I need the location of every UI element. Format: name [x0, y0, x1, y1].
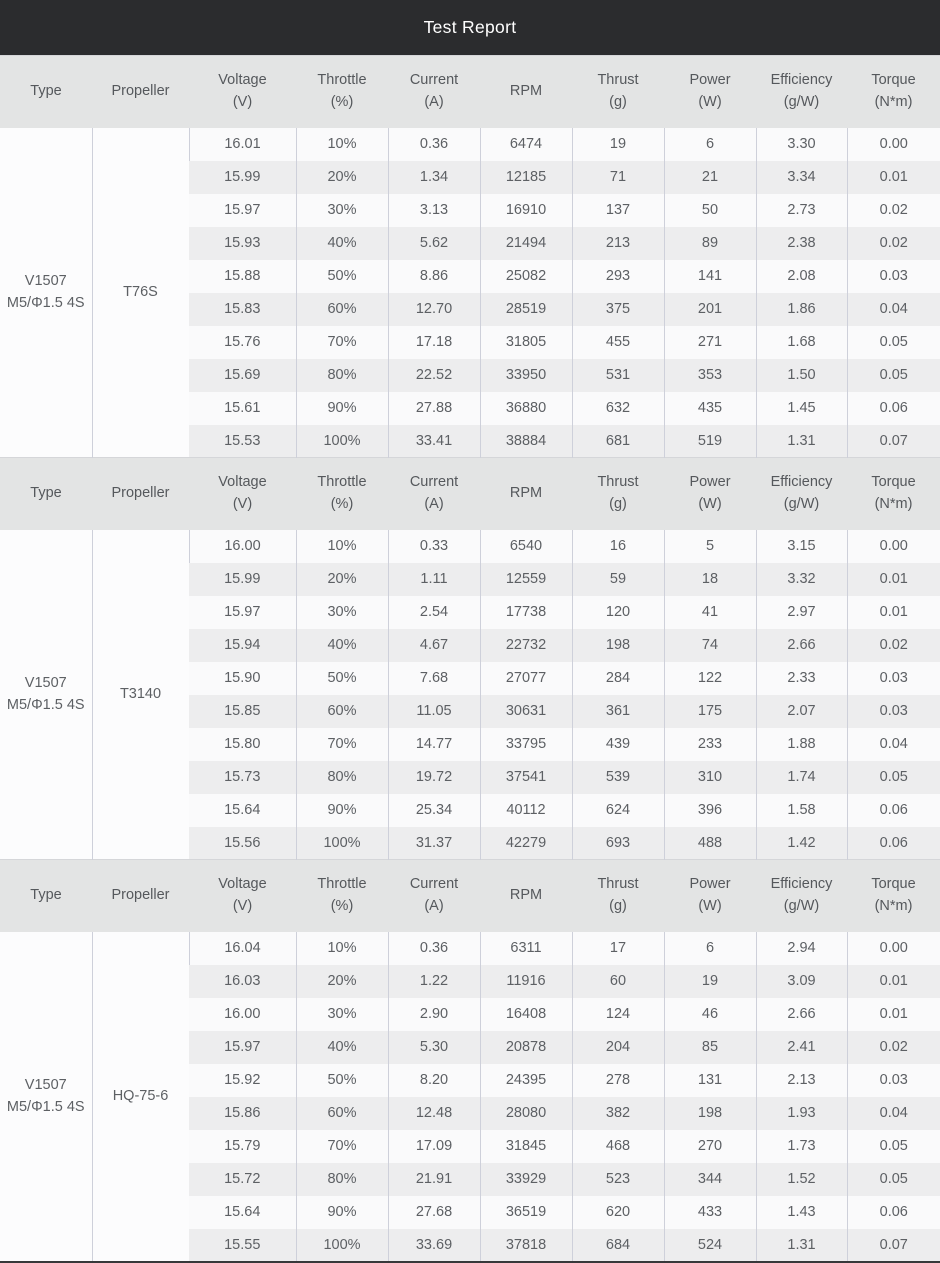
cell-current: 8.20 [388, 1064, 480, 1097]
cell-throttle: 60% [296, 1097, 388, 1130]
cell-throttle: 50% [296, 662, 388, 695]
cell-rpm: 12185 [480, 161, 572, 194]
col-header-current: Current (A) [388, 860, 480, 932]
cell-voltage: 15.86 [189, 1097, 296, 1130]
column-header-row [0, 458, 940, 530]
cell-rpm: 25082 [480, 260, 572, 293]
cell-throttle: 20% [296, 965, 388, 998]
cell-voltage: 15.76 [189, 326, 296, 359]
cell-torque: 0.01 [847, 596, 940, 629]
cell-voltage: 16.00 [189, 998, 296, 1031]
cell-rpm: 40112 [480, 794, 572, 827]
cell-thrust: 213 [572, 227, 664, 260]
cell-thrust: 632 [572, 392, 664, 425]
cell-efficiency: 2.73 [756, 194, 847, 227]
cell-throttle: 60% [296, 695, 388, 728]
cell-rpm: 16910 [480, 194, 572, 227]
cell-torque: 0.06 [847, 392, 940, 425]
cell-torque: 0.03 [847, 695, 940, 728]
cell-power: 433 [664, 1196, 756, 1229]
cell-voltage: 15.97 [189, 1031, 296, 1064]
cell-torque: 0.02 [847, 1031, 940, 1064]
cell-current: 21.91 [388, 1163, 480, 1196]
cell-power: 271 [664, 326, 756, 359]
cell-efficiency: 1.42 [756, 827, 847, 860]
cell-voltage: 15.79 [189, 1130, 296, 1163]
cell-throttle: 80% [296, 1163, 388, 1196]
cell-current: 11.05 [388, 695, 480, 728]
cell-thrust: 59 [572, 563, 664, 596]
cell-thrust: 468 [572, 1130, 664, 1163]
cell-throttle: 40% [296, 1031, 388, 1064]
cell-efficiency: 1.73 [756, 1130, 847, 1163]
table-row [0, 932, 940, 965]
cell-rpm: 28080 [480, 1097, 572, 1130]
type-cell: V1507 M5/Φ1.5 4S [0, 530, 92, 860]
cell-efficiency: 1.31 [756, 425, 847, 458]
cell-throttle: 100% [296, 425, 388, 458]
cell-torque: 0.07 [847, 425, 940, 458]
cell-throttle: 30% [296, 194, 388, 227]
cell-rpm: 21494 [480, 227, 572, 260]
cell-current: 0.33 [388, 530, 480, 563]
cell-power: 6 [664, 932, 756, 965]
cell-efficiency: 2.66 [756, 629, 847, 662]
table-row [0, 530, 940, 563]
col-header-voltage: Voltage (V) [189, 458, 296, 530]
cell-voltage: 15.92 [189, 1064, 296, 1097]
col-header-rpm: RPM [480, 458, 572, 530]
col-header-torque: Torque (N*m) [847, 458, 940, 530]
cell-power: 50 [664, 194, 756, 227]
cell-torque: 0.05 [847, 761, 940, 794]
col-header-type: Type [0, 860, 92, 932]
cell-torque: 0.01 [847, 563, 940, 596]
cell-torque: 0.04 [847, 293, 940, 326]
cell-voltage: 15.64 [189, 1196, 296, 1229]
col-header-thrust: Thrust (g) [572, 56, 664, 128]
cell-torque: 0.03 [847, 662, 940, 695]
cell-torque: 0.05 [847, 1130, 940, 1163]
col-header-type: Type [0, 458, 92, 530]
cell-voltage: 16.01 [189, 128, 296, 161]
col-header-efficiency: Efficiency (g/W) [756, 458, 847, 530]
cell-current: 7.68 [388, 662, 480, 695]
cell-throttle: 20% [296, 161, 388, 194]
cell-voltage: 15.93 [189, 227, 296, 260]
cell-power: 198 [664, 1097, 756, 1130]
col-header-power: Power (W) [664, 860, 756, 932]
cell-rpm: 12559 [480, 563, 572, 596]
cell-torque: 0.05 [847, 359, 940, 392]
cell-throttle: 90% [296, 794, 388, 827]
cell-power: 396 [664, 794, 756, 827]
col-header-propeller: Propeller [92, 56, 189, 128]
cell-current: 25.34 [388, 794, 480, 827]
cell-throttle: 10% [296, 128, 388, 161]
cell-torque: 0.02 [847, 194, 940, 227]
cell-throttle: 70% [296, 326, 388, 359]
cell-power: 131 [664, 1064, 756, 1097]
cell-current: 33.69 [388, 1229, 480, 1262]
cell-power: 201 [664, 293, 756, 326]
cell-thrust: 124 [572, 998, 664, 1031]
cell-rpm: 31845 [480, 1130, 572, 1163]
cell-efficiency: 2.94 [756, 932, 847, 965]
col-header-voltage: Voltage (V) [189, 56, 296, 128]
col-header-propeller: Propeller [92, 458, 189, 530]
cell-power: 89 [664, 227, 756, 260]
cell-torque: 0.06 [847, 827, 940, 860]
cell-rpm: 22732 [480, 629, 572, 662]
cell-rpm: 33929 [480, 1163, 572, 1196]
cell-power: 233 [664, 728, 756, 761]
cell-throttle: 80% [296, 359, 388, 392]
cell-current: 2.54 [388, 596, 480, 629]
col-header-thrust: Thrust (g) [572, 860, 664, 932]
cell-voltage: 16.03 [189, 965, 296, 998]
cell-voltage: 15.85 [189, 695, 296, 728]
column-header-row [0, 860, 940, 932]
cell-torque: 0.00 [847, 530, 940, 563]
cell-voltage: 15.99 [189, 563, 296, 596]
report-title-bar [0, 0, 940, 55]
cell-throttle: 70% [296, 1130, 388, 1163]
cell-power: 519 [664, 425, 756, 458]
cell-thrust: 620 [572, 1196, 664, 1229]
cell-power: 46 [664, 998, 756, 1031]
cell-power: 6 [664, 128, 756, 161]
cell-efficiency: 1.52 [756, 1163, 847, 1196]
cell-rpm: 36880 [480, 392, 572, 425]
cell-thrust: 19 [572, 128, 664, 161]
cell-rpm: 24395 [480, 1064, 572, 1097]
cell-power: 85 [664, 1031, 756, 1064]
cell-thrust: 693 [572, 827, 664, 860]
cell-thrust: 204 [572, 1031, 664, 1064]
cell-thrust: 531 [572, 359, 664, 392]
cell-rpm: 37541 [480, 761, 572, 794]
cell-rpm: 33795 [480, 728, 572, 761]
cell-voltage: 15.94 [189, 629, 296, 662]
cell-efficiency: 3.30 [756, 128, 847, 161]
cell-efficiency: 2.38 [756, 227, 847, 260]
cell-current: 0.36 [388, 128, 480, 161]
cell-efficiency: 2.97 [756, 596, 847, 629]
cell-torque: 0.01 [847, 161, 940, 194]
cell-current: 27.88 [388, 392, 480, 425]
col-header-rpm: RPM [480, 860, 572, 932]
cell-rpm: 36519 [480, 1196, 572, 1229]
cell-thrust: 375 [572, 293, 664, 326]
cell-throttle: 80% [296, 761, 388, 794]
cell-current: 19.72 [388, 761, 480, 794]
cell-thrust: 60 [572, 965, 664, 998]
cell-torque: 0.01 [847, 965, 940, 998]
cell-torque: 0.02 [847, 227, 940, 260]
cell-thrust: 523 [572, 1163, 664, 1196]
cell-torque: 0.03 [847, 260, 940, 293]
cell-voltage: 15.55 [189, 1229, 296, 1262]
cell-voltage: 16.04 [189, 932, 296, 965]
cell-current: 3.13 [388, 194, 480, 227]
cell-voltage: 15.99 [189, 161, 296, 194]
col-header-propeller: Propeller [92, 860, 189, 932]
cell-torque: 0.03 [847, 1064, 940, 1097]
cell-thrust: 361 [572, 695, 664, 728]
cell-current: 31.37 [388, 827, 480, 860]
col-header-rpm: RPM [480, 56, 572, 128]
col-header-throttle: Throttle (%) [296, 458, 388, 530]
cell-power: 141 [664, 260, 756, 293]
cell-torque: 0.07 [847, 1229, 940, 1262]
cell-rpm: 16408 [480, 998, 572, 1031]
cell-power: 344 [664, 1163, 756, 1196]
cell-efficiency: 1.43 [756, 1196, 847, 1229]
cell-thrust: 278 [572, 1064, 664, 1097]
cell-throttle: 40% [296, 227, 388, 260]
cell-current: 5.62 [388, 227, 480, 260]
cell-torque: 0.06 [847, 1196, 940, 1229]
cell-current: 33.41 [388, 425, 480, 458]
cell-current: 1.34 [388, 161, 480, 194]
cell-throttle: 60% [296, 293, 388, 326]
cell-efficiency: 1.88 [756, 728, 847, 761]
cell-rpm: 6540 [480, 530, 572, 563]
cell-power: 122 [664, 662, 756, 695]
col-header-current: Current (A) [388, 56, 480, 128]
cell-rpm: 6311 [480, 932, 572, 965]
cell-throttle: 40% [296, 629, 388, 662]
cell-voltage: 15.61 [189, 392, 296, 425]
cell-rpm: 11916 [480, 965, 572, 998]
cell-rpm: 38884 [480, 425, 572, 458]
cell-current: 27.68 [388, 1196, 480, 1229]
cell-voltage: 15.72 [189, 1163, 296, 1196]
cell-rpm: 27077 [480, 662, 572, 695]
cell-voltage: 15.64 [189, 794, 296, 827]
cell-current: 12.70 [388, 293, 480, 326]
cell-current: 8.86 [388, 260, 480, 293]
cell-power: 19 [664, 965, 756, 998]
cell-efficiency: 1.58 [756, 794, 847, 827]
cell-efficiency: 3.15 [756, 530, 847, 563]
cell-voltage: 15.83 [189, 293, 296, 326]
cell-thrust: 624 [572, 794, 664, 827]
cell-current: 1.11 [388, 563, 480, 596]
cell-throttle: 30% [296, 596, 388, 629]
cell-thrust: 71 [572, 161, 664, 194]
type-cell: V1507 M5/Φ1.5 4S [0, 932, 92, 1262]
col-header-torque: Torque (N*m) [847, 860, 940, 932]
propeller-cell: HQ-75-6 [92, 932, 189, 1262]
cell-throttle: 10% [296, 932, 388, 965]
cell-efficiency: 2.41 [756, 1031, 847, 1064]
propeller-cell: T76S [92, 128, 189, 458]
cell-efficiency: 3.09 [756, 965, 847, 998]
cell-thrust: 198 [572, 629, 664, 662]
cell-power: 270 [664, 1130, 756, 1163]
cell-current: 12.48 [388, 1097, 480, 1130]
cell-rpm: 30631 [480, 695, 572, 728]
cell-thrust: 684 [572, 1229, 664, 1262]
test-report-table [0, 55, 940, 1263]
cell-efficiency: 3.32 [756, 563, 847, 596]
cell-efficiency: 1.45 [756, 392, 847, 425]
cell-thrust: 439 [572, 728, 664, 761]
cell-rpm: 20878 [480, 1031, 572, 1064]
cell-efficiency: 2.33 [756, 662, 847, 695]
cell-throttle: 90% [296, 1196, 388, 1229]
cell-rpm: 42279 [480, 827, 572, 860]
col-header-throttle: Throttle (%) [296, 56, 388, 128]
cell-throttle: 70% [296, 728, 388, 761]
cell-rpm: 17738 [480, 596, 572, 629]
cell-throttle: 100% [296, 827, 388, 860]
cell-efficiency: 2.07 [756, 695, 847, 728]
cell-torque: 0.00 [847, 128, 940, 161]
cell-rpm: 37818 [480, 1229, 572, 1262]
page-title: Test Report [423, 17, 517, 37]
cell-efficiency: 1.50 [756, 359, 847, 392]
cell-thrust: 137 [572, 194, 664, 227]
table-row [0, 128, 940, 161]
cell-power: 310 [664, 761, 756, 794]
cell-power: 524 [664, 1229, 756, 1262]
cell-current: 5.30 [388, 1031, 480, 1064]
cell-thrust: 284 [572, 662, 664, 695]
cell-throttle: 30% [296, 998, 388, 1031]
col-header-type: Type [0, 56, 92, 128]
cell-thrust: 539 [572, 761, 664, 794]
cell-throttle: 50% [296, 1064, 388, 1097]
cell-efficiency: 1.31 [756, 1229, 847, 1262]
cell-voltage: 15.56 [189, 827, 296, 860]
cell-thrust: 17 [572, 932, 664, 965]
type-cell: V1507 M5/Φ1.5 4S [0, 128, 92, 458]
cell-throttle: 10% [296, 530, 388, 563]
cell-power: 74 [664, 629, 756, 662]
cell-throttle: 100% [296, 1229, 388, 1262]
cell-throttle: 90% [296, 392, 388, 425]
cell-current: 1.22 [388, 965, 480, 998]
cell-torque: 0.05 [847, 1163, 940, 1196]
cell-rpm: 6474 [480, 128, 572, 161]
col-header-efficiency: Efficiency (g/W) [756, 56, 847, 128]
cell-throttle: 20% [296, 563, 388, 596]
cell-torque: 0.00 [847, 932, 940, 965]
cell-thrust: 16 [572, 530, 664, 563]
cell-power: 488 [664, 827, 756, 860]
cell-current: 22.52 [388, 359, 480, 392]
cell-torque: 0.04 [847, 728, 940, 761]
cell-voltage: 15.53 [189, 425, 296, 458]
cell-torque: 0.02 [847, 629, 940, 662]
cell-voltage: 15.80 [189, 728, 296, 761]
col-header-thrust: Thrust (g) [572, 458, 664, 530]
cell-power: 353 [664, 359, 756, 392]
cell-power: 175 [664, 695, 756, 728]
cell-efficiency: 2.13 [756, 1064, 847, 1097]
cell-voltage: 15.90 [189, 662, 296, 695]
cell-thrust: 293 [572, 260, 664, 293]
col-header-current: Current (A) [388, 458, 480, 530]
cell-efficiency: 1.74 [756, 761, 847, 794]
cell-thrust: 455 [572, 326, 664, 359]
propeller-cell: T3140 [92, 530, 189, 860]
col-header-throttle: Throttle (%) [296, 860, 388, 932]
cell-power: 5 [664, 530, 756, 563]
cell-efficiency: 2.66 [756, 998, 847, 1031]
cell-power: 21 [664, 161, 756, 194]
cell-rpm: 28519 [480, 293, 572, 326]
cell-efficiency: 1.93 [756, 1097, 847, 1130]
cell-power: 435 [664, 392, 756, 425]
cell-voltage: 16.00 [189, 530, 296, 563]
cell-efficiency: 3.34 [756, 161, 847, 194]
col-header-power: Power (W) [664, 458, 756, 530]
cell-torque: 0.01 [847, 998, 940, 1031]
cell-efficiency: 1.86 [756, 293, 847, 326]
cell-efficiency: 2.08 [756, 260, 847, 293]
col-header-voltage: Voltage (V) [189, 860, 296, 932]
cell-current: 14.77 [388, 728, 480, 761]
col-header-power: Power (W) [664, 56, 756, 128]
cell-rpm: 33950 [480, 359, 572, 392]
cell-current: 2.90 [388, 998, 480, 1031]
cell-rpm: 31805 [480, 326, 572, 359]
cell-current: 0.36 [388, 932, 480, 965]
cell-torque: 0.05 [847, 326, 940, 359]
cell-voltage: 15.69 [189, 359, 296, 392]
cell-current: 17.18 [388, 326, 480, 359]
cell-throttle: 50% [296, 260, 388, 293]
cell-thrust: 681 [572, 425, 664, 458]
col-header-torque: Torque (N*m) [847, 56, 940, 128]
cell-current: 17.09 [388, 1130, 480, 1163]
col-header-efficiency: Efficiency (g/W) [756, 860, 847, 932]
cell-current: 4.67 [388, 629, 480, 662]
cell-power: 41 [664, 596, 756, 629]
cell-power: 18 [664, 563, 756, 596]
cell-torque: 0.06 [847, 794, 940, 827]
cell-voltage: 15.97 [189, 194, 296, 227]
column-header-row [0, 56, 940, 128]
cell-voltage: 15.73 [189, 761, 296, 794]
cell-voltage: 15.88 [189, 260, 296, 293]
cell-voltage: 15.97 [189, 596, 296, 629]
cell-torque: 0.04 [847, 1097, 940, 1130]
cell-thrust: 382 [572, 1097, 664, 1130]
cell-thrust: 120 [572, 596, 664, 629]
cell-efficiency: 1.68 [756, 326, 847, 359]
